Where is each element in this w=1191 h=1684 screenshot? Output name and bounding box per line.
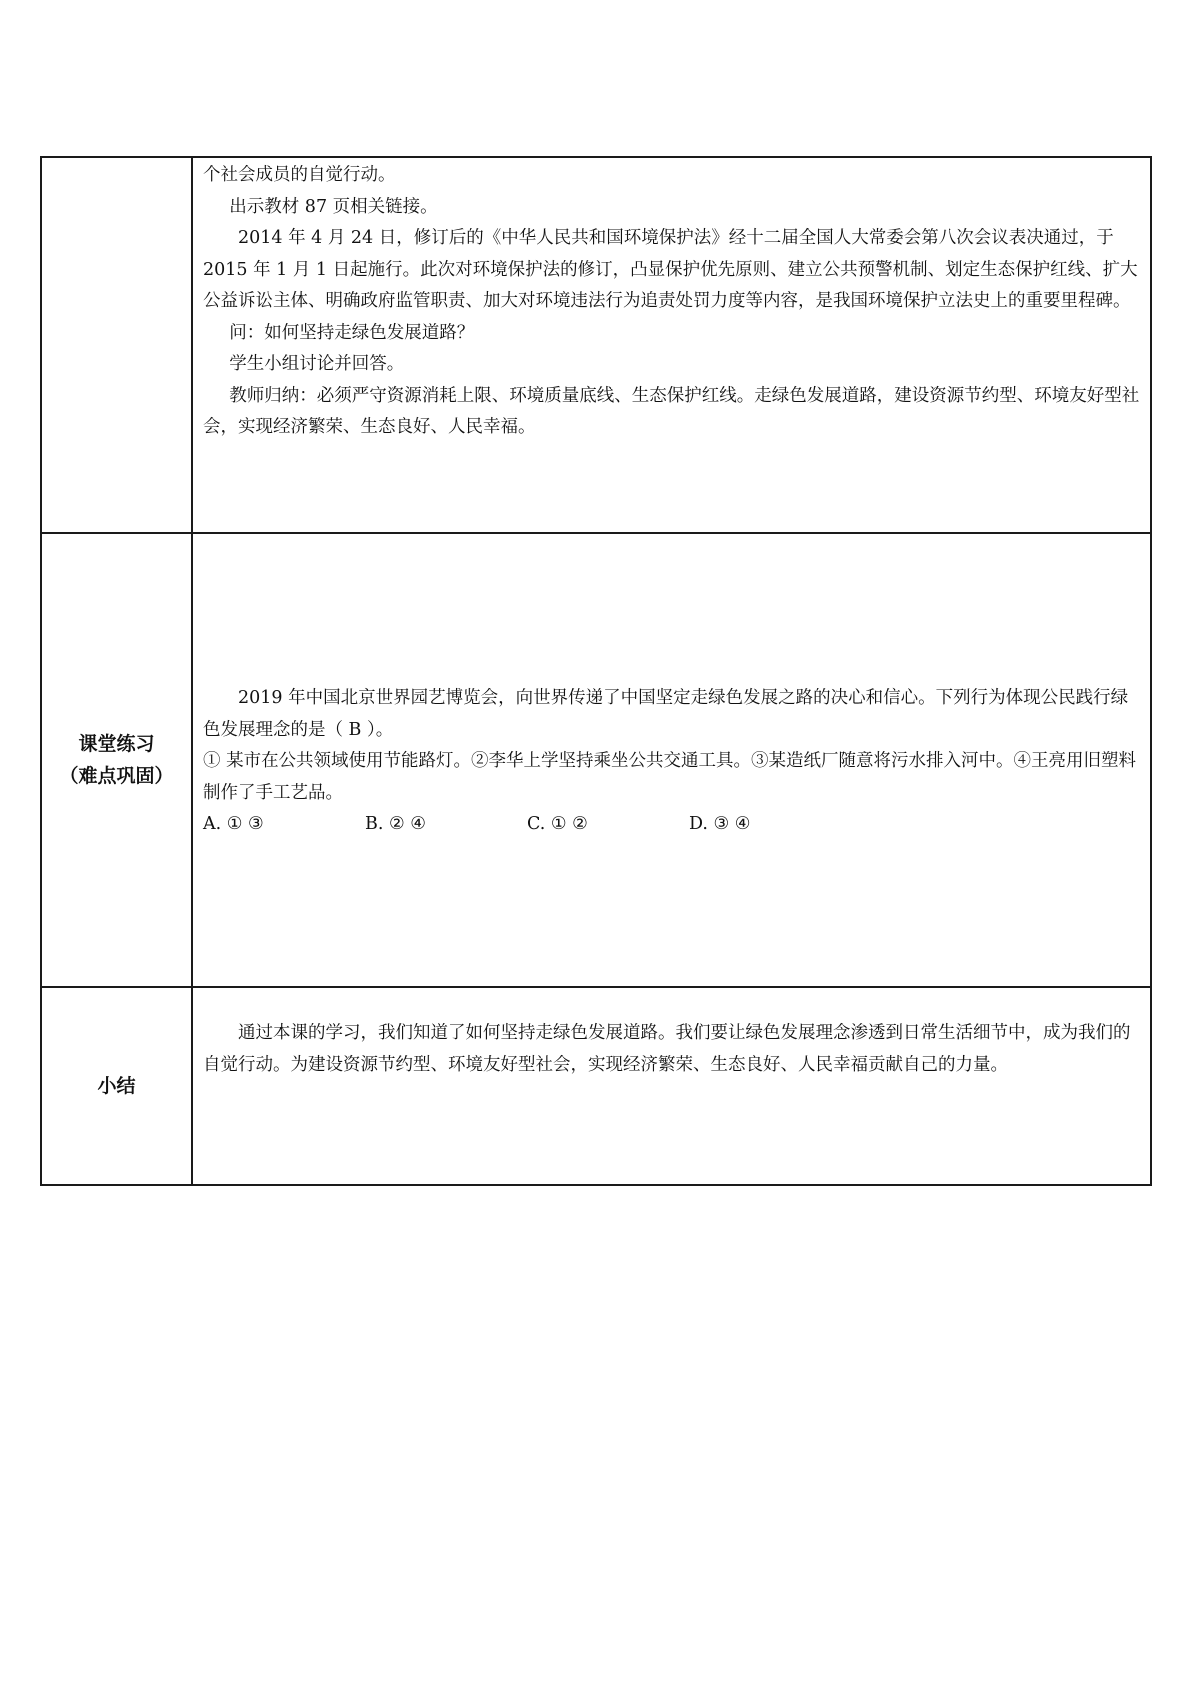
row-label: 课堂练习 xyxy=(78,733,155,755)
answer-choices xyxy=(203,809,1140,841)
table-row xyxy=(41,157,1151,533)
paragraph: 教师归纳：必须严守资源消耗上限、环境质量底线、生态保护红线。走绿色发展道路，建设资源节约型、环境友好型社会，实现经济繁荣、生态良好、人民幸福。 xyxy=(203,385,1140,437)
paragraph: 问：如何坚持走绿色发展道路？ xyxy=(229,322,475,343)
row-label-cell xyxy=(41,157,192,533)
paragraph: 出示教材 87 页相关链接。 xyxy=(229,196,438,217)
paragraph: 学生小组讨论并回答。 xyxy=(229,354,405,374)
summary-text: 通过本课的学习，我们知道了如何坚持走绿色发展道路。我们要让绿色发展理念渗透到日常生活细节中，成为我们的自觉行动。为建设资源节约型、环境友好型社会，实现经济繁荣、生态良好、人民幸福贡献自己的力量。 xyxy=(203,1023,1131,1075)
row-label-cell xyxy=(41,987,192,1185)
question-text: 2019 年中国北京世界园艺博览会，向世界传递了中国坚定走绿色发展之路的决心和信心。下列行为体现公民践行绿色发展理念的是（ B ）。 xyxy=(203,688,1129,740)
row-label-sub: （难点巩固） xyxy=(59,765,174,787)
row-content-cell xyxy=(192,533,1151,987)
paragraph: 2014 年 4 月 24 日，修订后的《中华人民共和国环境保护法》经十二届全国人大常委会第八次会议表决通过，于 2015 年 1 月 1 日起施行。此次对环境保护法的修订，凸显保护优先原则、建立公共预警机制、划定生态保护红线、扩大公益诉讼主体、明确政府监管职责、加大对环境违法行为追责处罚力度等内容，是我国环境保护立法史上的重要里程碑。 xyxy=(203,228,1138,311)
choice-c: C. ① ② xyxy=(527,814,588,835)
choice-b: B. ② ④ xyxy=(365,814,426,835)
row-content-cell xyxy=(192,987,1151,1185)
choice-a: A. ① ③ xyxy=(203,814,264,835)
paragraph: 个社会成员的自觉行动。 xyxy=(203,165,396,185)
statements-text: ① 某市在公共领域使用节能路灯。②李华上学坚持乘坐公共交通工具。③某造纸厂随意将污水排入河中。④王亮用旧塑料制作了手工艺品。 xyxy=(203,751,1137,803)
choice-d: D. ③ ④ xyxy=(689,814,751,835)
row-label: 小结 xyxy=(97,1075,136,1097)
row-content-cell xyxy=(192,157,1151,533)
lesson-plan-table xyxy=(40,156,1152,1186)
table-row xyxy=(41,533,1151,987)
table-row xyxy=(41,987,1151,1185)
row-label-cell xyxy=(41,533,192,987)
